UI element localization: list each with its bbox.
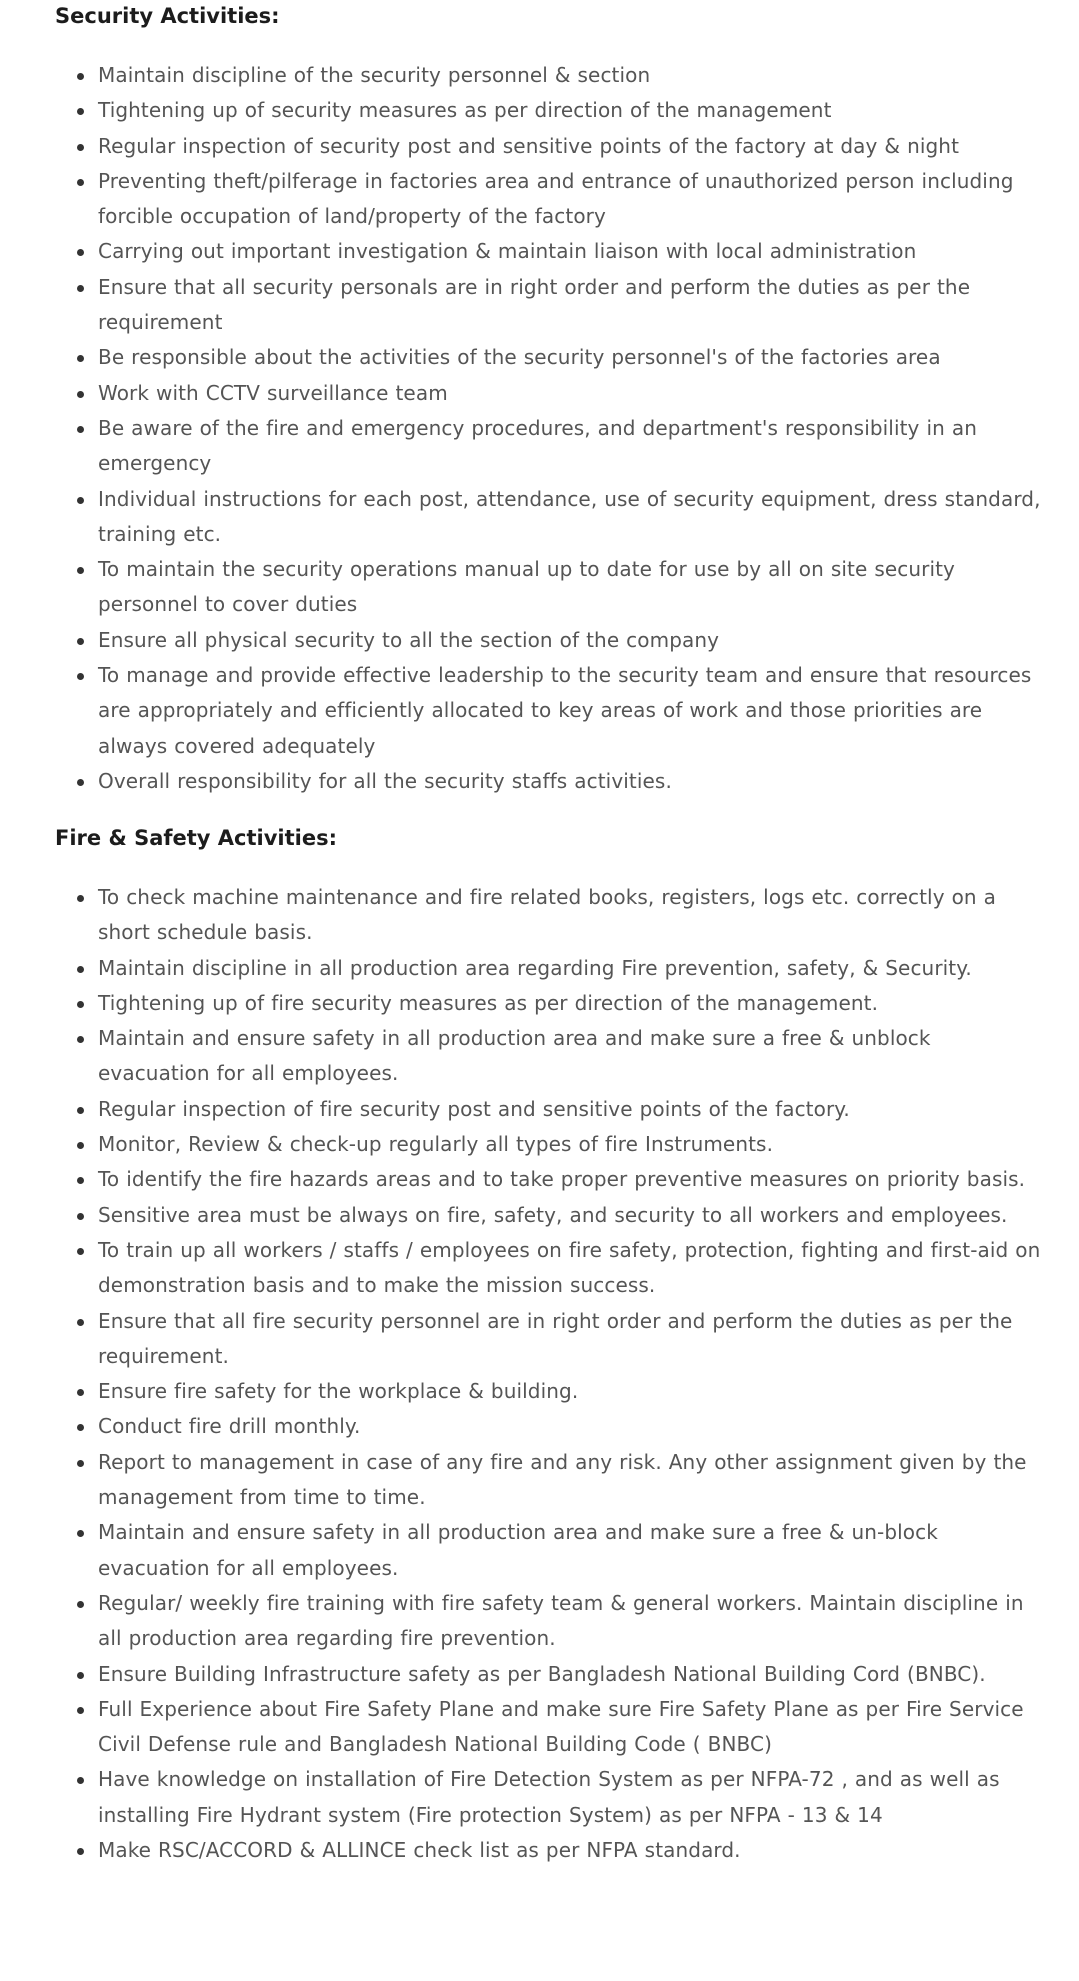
list-item: To maintain the security operations manual up to date for use by all on site security personnel to cover duties [77,552,1047,623]
list-item: Maintain discipline in all production area regarding Fire prevention, safety, & Security. [77,951,1047,986]
list-item: Make RSC/ACCORD & ALLINCE check list as per NFPA standard. [77,1833,1047,1868]
list-item: Work with CCTV surveillance team [77,376,1047,411]
security-activities-list [77,58,1047,799]
list-item: To identify the fire hazards areas and to take proper preventive measures on priority basis. [77,1162,1047,1197]
list-item: Maintain and ensure safety in all production area and make sure a free & unblock evacuation for all employees. [77,1021,1047,1092]
list-item: Be aware of the fire and emergency procedures, and department's responsibility in an emergency [77,411,1047,482]
list-item: Regular inspection of security post and sensitive points of the factory at day & night [77,129,1047,164]
list-item: To train up all workers / staffs / employees on fire safety, protection, fighting and first-aid on demonstration basis and to make the mission success. [77,1233,1047,1304]
list-item: Monitor, Review & check-up regularly all types of fire Instruments. [77,1127,1047,1162]
list-item: Ensure fire safety for the workplace & building. [77,1374,1047,1409]
list-item: Regular/ weekly fire training with fire safety team & general workers. Maintain discipline in all production area regarding fire prevention. [77,1586,1047,1657]
list-item: To check machine maintenance and fire related books, registers, logs etc. correctly on a short schedule basis. [77,880,1047,951]
list-item: Have knowledge on installation of Fire Detection System as per NFPA-72 , and as well as installing Fire Hydrant system (Fire protection System) as per NFPA - 13 & 14 [77,1762,1047,1833]
list-item: Ensure Building Infrastructure safety as per Bangladesh National Building Cord (BNBC). [77,1657,1047,1692]
security-activities-heading: Security Activities: [55,4,280,28]
fire-safety-activities-heading: Fire & Safety Activities: [55,826,337,850]
list-item: Full Experience about Fire Safety Plane and make sure Fire Safety Plane as per Fire Service Civil Defense rule and Bangladesh National Building Code ( BNBC) [77,1692,1047,1763]
list-item: Tightening up of security measures as per direction of the management [77,93,1047,128]
fire-safety-activities-list [77,880,1047,1868]
list-item: Ensure all physical security to all the section of the company [77,623,1047,658]
list-item: Ensure that all fire security personnel are in right order and perform the duties as per the requirement. [77,1304,1047,1375]
list-item: Sensitive area must be always on fire, safety, and security to all workers and employees. [77,1198,1047,1233]
list-item: Maintain and ensure safety in all production area and make sure a free & un-block evacuation for all employees. [77,1515,1047,1586]
list-item: Report to management in case of any fire and any risk. Any other assignment given by the management from time to time. [77,1445,1047,1516]
list-item: Be responsible about the activities of the security personnel's of the factories area [77,340,1047,375]
list-item: Individual instructions for each post, attendance, use of security equipment, dress standard, training etc. [77,482,1047,553]
list-item: Tightening up of fire security measures as per direction of the management. [77,986,1047,1021]
list-item: Overall responsibility for all the security staffs activities. [77,764,1047,799]
list-item: Conduct fire drill monthly. [77,1409,1047,1444]
list-item: Maintain discipline of the security personnel & section [77,58,1047,93]
list-item: To manage and provide effective leadership to the security team and ensure that resources are appropriately and efficiently allocated to key areas of work and those priorities are always covered adequately [77,658,1047,764]
list-item: Carrying out important investigation & maintain liaison with local administration [77,234,1047,269]
list-item: Regular inspection of fire security post and sensitive points of the factory. [77,1092,1047,1127]
list-item: Preventing theft/pilferage in factories area and entrance of unauthorized person including forcible occupation of land/property of the factory [77,164,1047,235]
list-item: Ensure that all security personals are in right order and perform the duties as per the requirement [77,270,1047,341]
